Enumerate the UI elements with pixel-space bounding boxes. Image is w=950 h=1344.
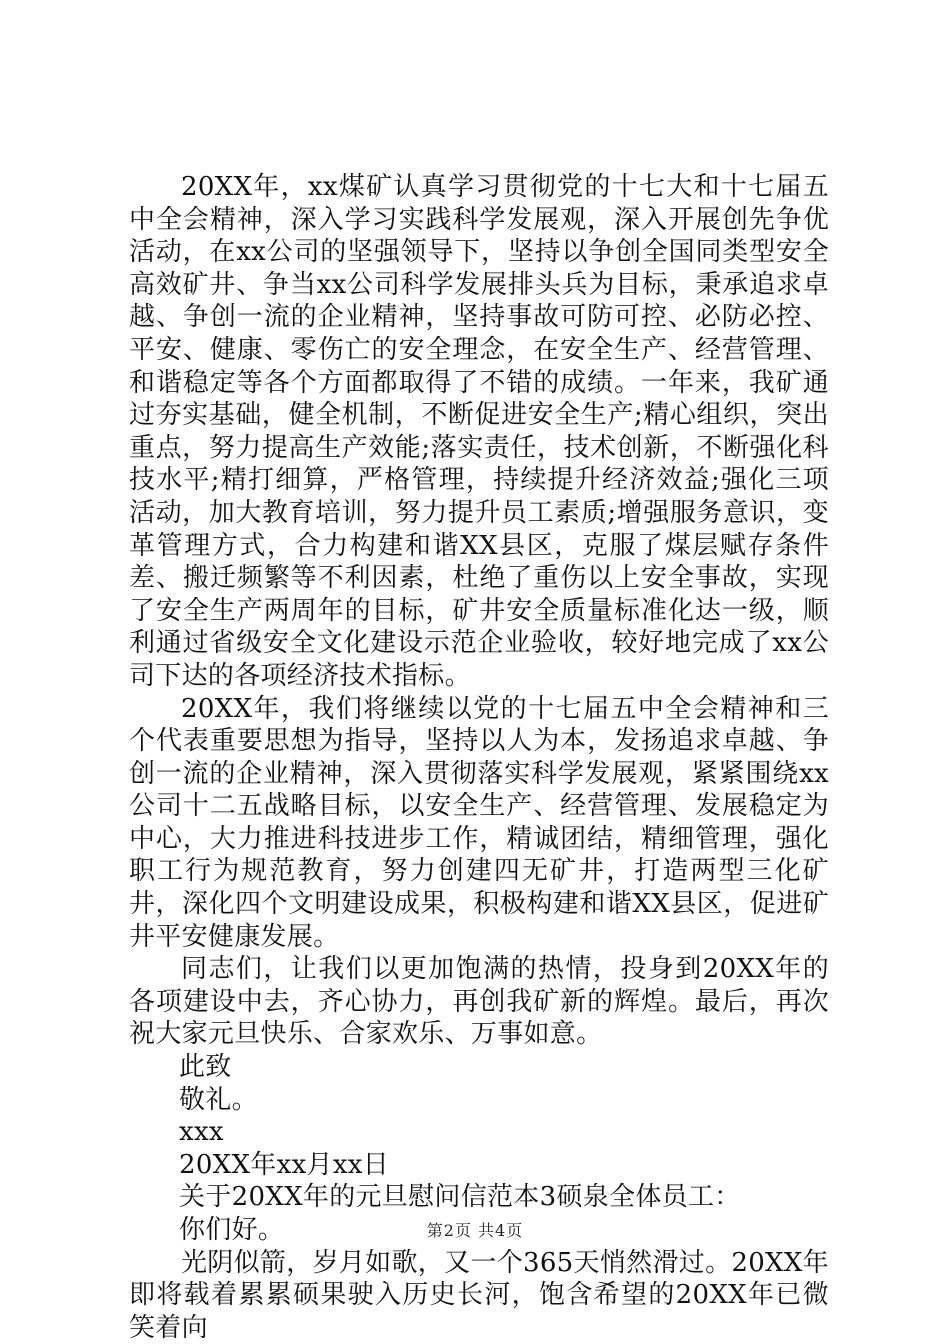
next-letter-title: 关于20XX年的元旦慰问信范本3硕泉全体员工：: [179, 1182, 741, 1213]
paragraph-next-year-plan: 20XX年，我们将继续以党的十七届五中全会精神和三个代表重要思想为指导，坚持以人为本，发扬追求卓越、争创一流的企业精神，深入贯彻落实科学发展观，紧紧围绕xx公司十二五战略目标，以安全生产、经营管理、发展稳定为中心，大力推进科技进步工作，精诚团结，精细管理，强化职工行为规范教育，努力创建四无矿井，打造两型三化矿井，深化四个文明建设成果，积极构建和谐XX县区，促进矿井平安健康发展。: [129, 693, 829, 952]
letter-salute: 敬礼。: [179, 1084, 258, 1115]
paragraph-new-year-wishes: 同志们，让我们以更加饱满的热情，投身到20XX年的各项建设中去，齐心协力，再创我矿新的辉煌。最后，再次祝大家元旦快乐、合家欢乐、万事如意。: [129, 954, 829, 1050]
paragraph-annual-review: 20XX年，xx煤矿认真学习贯彻党的十七大和十七届五中全会精神，深入学习实践科学发展观，深入开展创先争优活动，在xx公司的坚强领导下，坚持以争创全国同类型安全高效矿井、争当xx公司科学发展排头兵为目标，秉承追求卓越、争创一流的企业精神，坚持事故可防可控、必防必控、平安、健康、零伤亡的安全理念，在安全生产、经营管理、和谐稳定等各个方面都取得了不错的成绩。一年来，我矿通过夯实基础，健全机制，不断促进安全生产;精心组织，突出重点，努力提高生产效能;落实责任，技术创新，不断强化科技水平;精打细算，严格管理，持续提升经济效益;强化三项活动，加大教育培训，努力提升员工素质;增强服务意识，变革管理方式，合力构建和谐XX县区，克服了煤层赋存条件差、搬迁频繁等不利因素，杜绝了重伤以上安全事故，实现了安全生产两周年的目标，矿井安全质量标准化达一级，顺利通过省级安全文化建设示范企业验收，较好地完成了xx公司下达的各项经济技术指标。: [129, 172, 829, 691]
document-body: [129, 171, 829, 1344]
letter-date: 20XX年xx月xx日: [179, 1149, 390, 1180]
letter-signature: xxx: [179, 1117, 224, 1148]
letter-closing: 此致: [179, 1052, 232, 1083]
paragraph-next-letter-opening: 光阴似箭，岁月如歌，又一个365天悄然滑过。20XX年即将载着累累硕果驶入历史长河，饱含希望的20XX年已微笑着向: [129, 1247, 829, 1343]
next-letter-greeting: 你们好。: [179, 1215, 285, 1245]
page-number-footer: 第2页 共4页: [426, 1221, 524, 1240]
